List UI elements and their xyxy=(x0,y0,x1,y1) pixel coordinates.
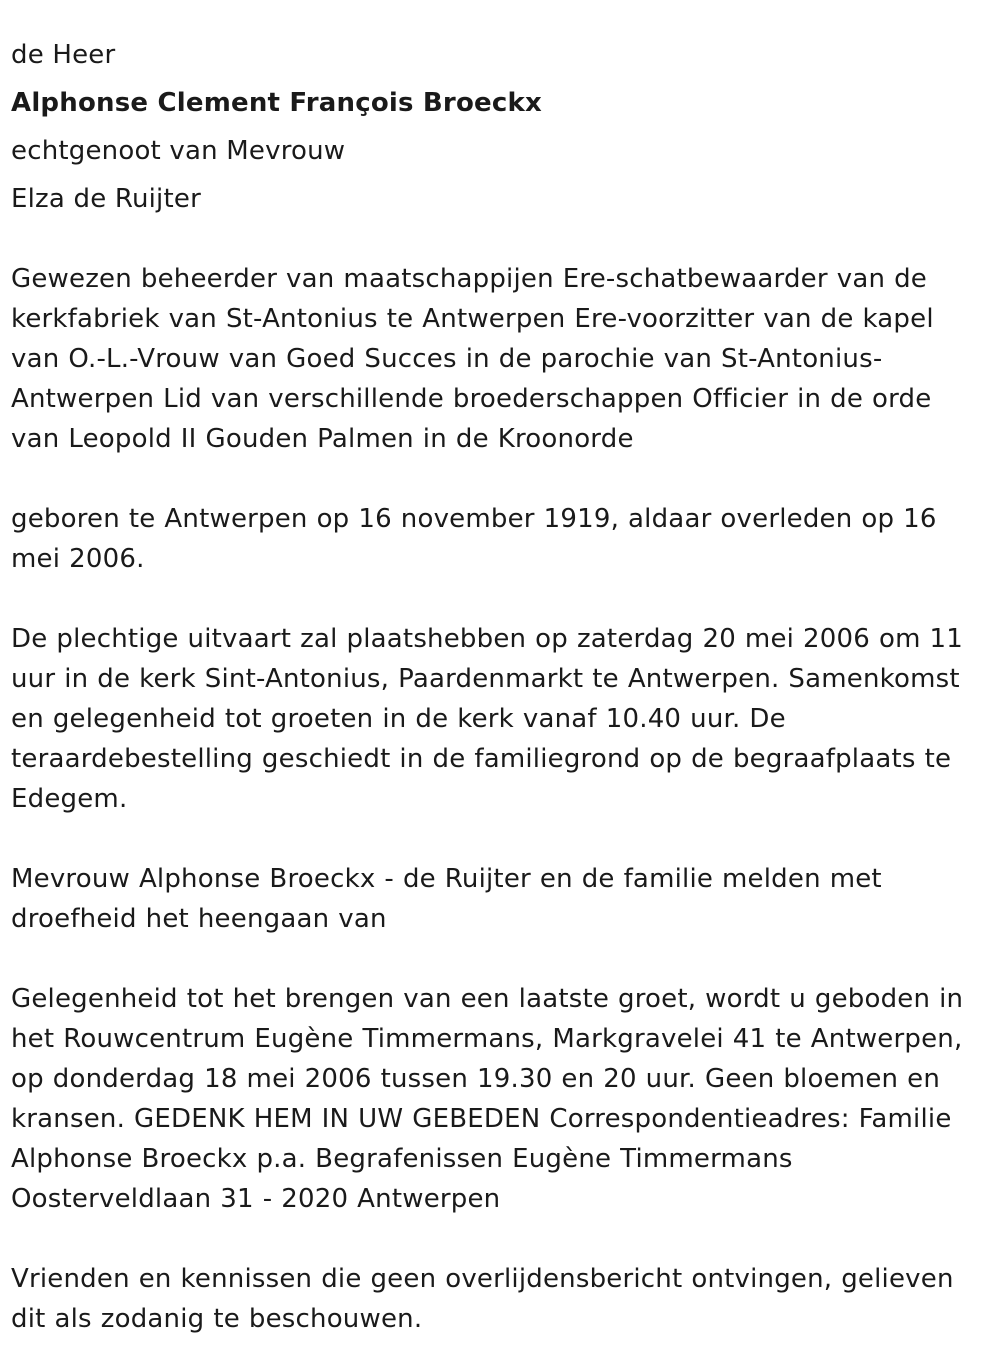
career-paragraph: Gewezen beheerder van maatschappijen Ere-schatbewaarder van de kerkfabriek van St-Antonius te Antwerpen Ere-voorzitter van de kapel van O.-L.-Vrouw van Goed Succes in de parochie van St-Antonius-Antwerpen Lid van verschillende broederschappen Officier in de orde van Leopold II Gouden Palmen in de Kroonorde xyxy=(11,264,934,454)
birth-death-paragraph: geboren te Antwerpen op 16 november 1919, aldaar overleden op 16 mei 2006. xyxy=(11,504,937,574)
deceased-name: Alphonse Clement François Broeckx xyxy=(11,88,542,118)
closing-paragraph: Vrienden en kennissen die geen overlijdensbericht ontvingen, gelieven dit als zodanig te beschouwen. xyxy=(11,1264,954,1334)
spouse-name: Elza de Ruijter xyxy=(11,184,201,214)
announcement-paragraph: Mevrouw Alphonse Broeckx - de Ruijter en de familie melden met droefheid het heengaan van xyxy=(11,864,882,934)
funeral-paragraph: De plechtige uitvaart zal plaatshebben op zaterdag 20 mei 2006 om 11 uur in de kerk Sint-Antonius, Paardenmarkt te Antwerpen. Samenkomst en gelegenheid tot groeten in de kerk vanaf 10.40 uur. De teraardebestelling geschiedt in de familiegrond op de begraafplaats te Edegem. xyxy=(11,624,964,814)
title-prefix: de Heer xyxy=(11,40,116,70)
visitation-paragraph: Gelegenheid tot het brengen van een laatste groet, wordt u geboden in het Rouwcentrum Eugène Timmermans, Markgravelei 41 te Antwerpen, op donderdag 18 mei 2006 tussen 19.30 en 20 uur. Geen bloemen en kransen. GEDENK HEM IN UW GEBEDEN Correspondentieadres: Familie Alphonse Broeckx p.a. Begrafenissen Eugène Timmermans Oosterveldlaan 31 - 2020 Antwerpen xyxy=(11,984,964,1214)
spouse-prefix: echtgenoot van Mevrouw xyxy=(11,136,346,166)
